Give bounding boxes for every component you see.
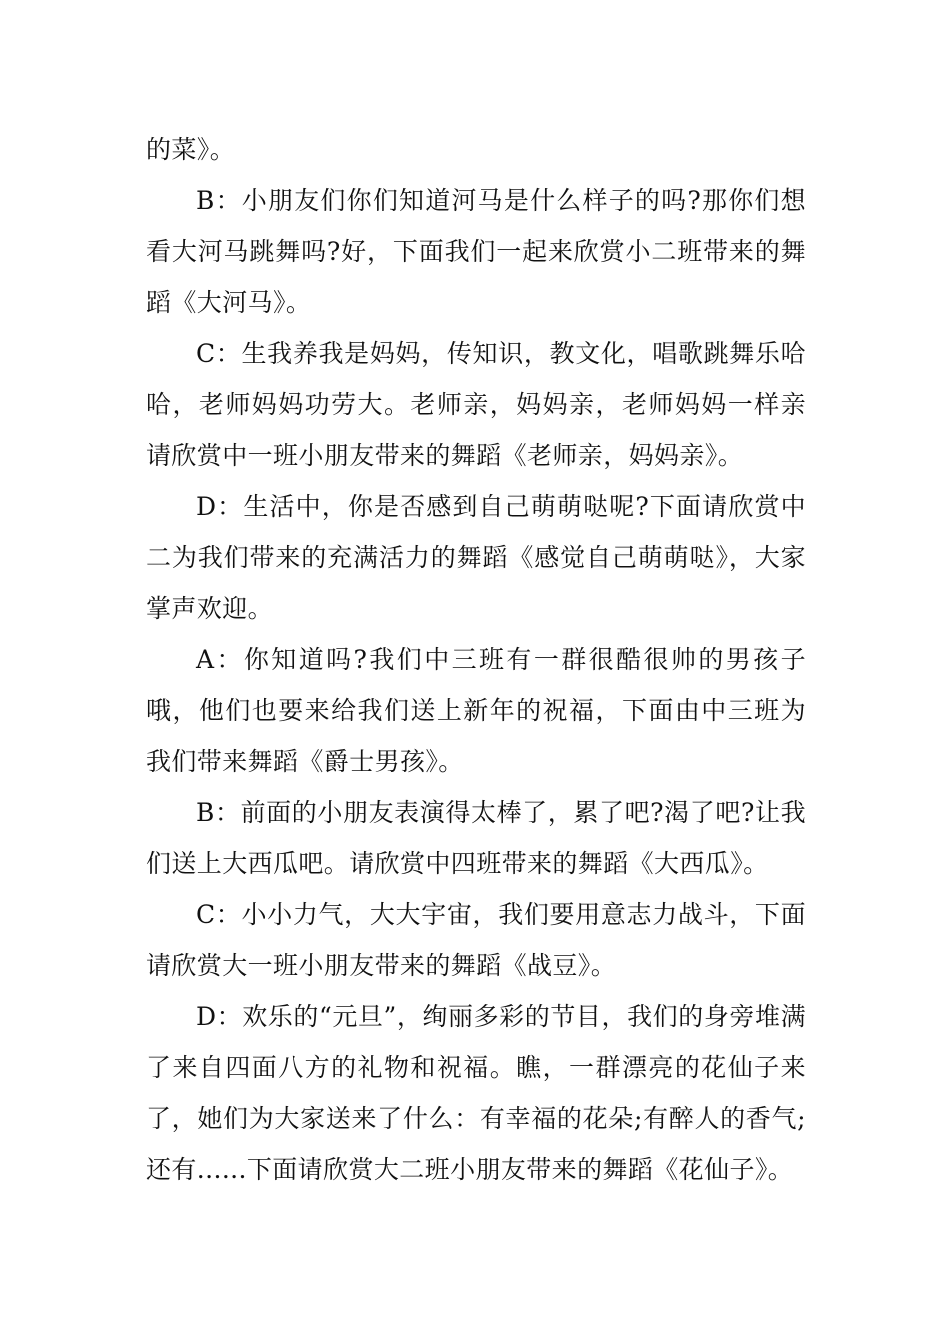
paragraph-b-watermelon: B：前面的小朋友表演得太棒了，累了吧?渴了吧?让我们送上大西瓜吧。请欣赏中四班带来的舞蹈《大西瓜》。 <box>146 798 806 878</box>
paragraph-c-teacher-mother: C：生我养我是妈妈，传知识，教文化，唱歌跳舞乐哈哈，老师妈妈功劳大。老师亲，妈妈亲，老师妈妈一样亲请欣赏中一班小朋友带来的舞蹈《老师亲，妈妈亲》。 <box>146 339 806 470</box>
paragraph-d-flower-fairy: D：欢乐的“元旦”，绚丽多彩的节目，我们的身旁堆满了来自四面八方的礼物和祝福。瞧，一群漂亮的花仙子来了，她们为大家送来了什么：有幸福的花朵;有醉人的香气;还有......下面请欣赏大二班小朋友带来的舞蹈《花仙子》。 <box>146 1002 806 1184</box>
paragraph-continuation: 的菜》。 <box>146 135 236 164</box>
paragraph-d-cute: D：生活中，你是否感到自己萌萌哒呢?下面请欣赏中二为我们带来的充满活力的舞蹈《感觉自己萌萌哒》，大家掌声欢迎。 <box>146 492 806 623</box>
document-body <box>146 124 806 1195</box>
paragraph-c-fighting-bean: C：小小力气，大大宇宙，我们要用意志力战斗，下面请欣赏大一班小朋友带来的舞蹈《战豆》。 <box>146 900 806 980</box>
paragraph-a-jazz-boys: A：你知道吗?我们中三班有一群很酷很帅的男孩子哦，他们也要来给我们送上新年的祝福，下面由中三班为我们带来舞蹈《爵士男孩》。 <box>146 645 806 776</box>
paragraph-b-hippo: B：小朋友们你们知道河马是什么样子的吗?那你们想看大河马跳舞吗?好，下面我们一起来欣赏小二班带来的舞蹈《大河马》。 <box>146 186 806 317</box>
